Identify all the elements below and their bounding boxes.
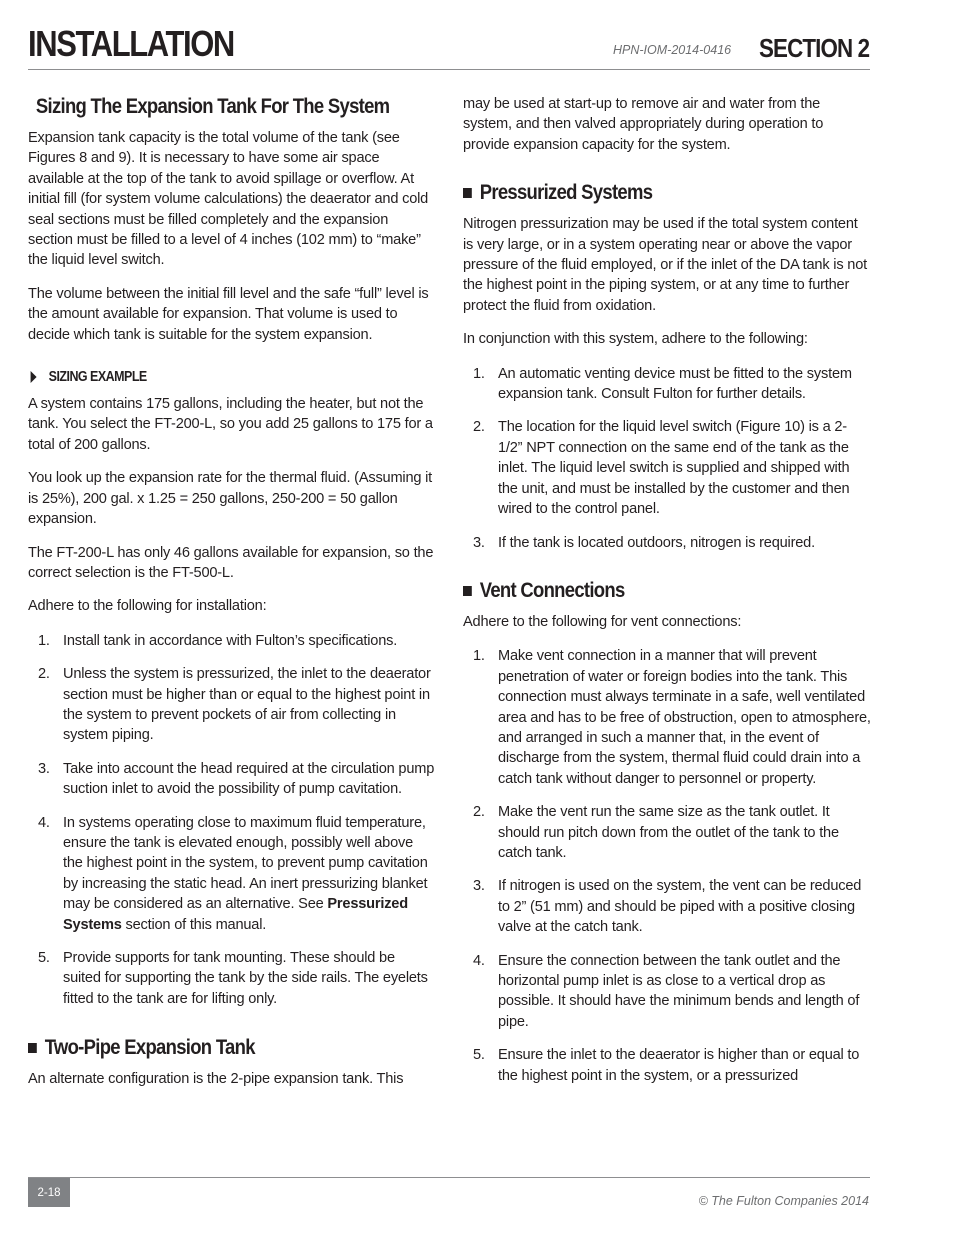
sizing-paragraph-2: The volume between the initial fill level and the safe “full” level is the amount available for expansion. That volume is used to decide which tank is suitable for the system expansion. bbox=[28, 285, 429, 343]
list-text: If nitrogen is used on the system, the vent can be reduced to 2” (51 mm) and should be piped with a positive closing valve at the catch tank. bbox=[498, 878, 862, 936]
list-item bbox=[463, 1045, 871, 1086]
list-item bbox=[463, 876, 871, 937]
list-text: The location for the liquid level switch (Figure 10) is a 2-1/2” NPT connection on the same end of the tank as the inlet. The liquid level switch is supplied and shipped with the unit, and must be installed by the customer and then wired to the control panel. bbox=[498, 419, 850, 518]
two-pipe-paragraph: An alternate configuration is the 2-pipe expansion tank. This bbox=[28, 1071, 404, 1088]
list-item bbox=[28, 813, 436, 935]
footer-divider bbox=[28, 1177, 870, 1178]
list-item bbox=[28, 631, 436, 651]
list-item bbox=[463, 417, 871, 519]
square-bullet-icon bbox=[28, 1043, 37, 1053]
list-text: Take into account the head required at the circulation pump suction inlet to avoid the possibility of pump cavitation. bbox=[63, 760, 435, 798]
list-text: Provide supports for tank mounting. These should be suited for supporting the tank by the side rails. The eyelets fitted to the tank are for lifting only. bbox=[63, 950, 428, 1007]
square-bullet-icon bbox=[463, 188, 472, 198]
list-text: Install tank in accordance with Fulton’s specifications. bbox=[63, 632, 398, 649]
list-item bbox=[28, 664, 436, 746]
right-column bbox=[463, 94, 871, 1086]
list-number: 5. bbox=[38, 950, 50, 966]
vent-list bbox=[463, 646, 871, 1086]
list-text: If the tank is located outdoors, nitrogen is required. bbox=[498, 534, 815, 551]
list-number: 2. bbox=[473, 804, 485, 821]
list-item bbox=[28, 759, 436, 800]
sizing-heading-text: Sizing The Expansion Tank For The System bbox=[35, 95, 390, 118]
list-text: Make the vent run the same size as the tank outlet. It should run pitch down from the outlet of the tank to the catch tank. bbox=[498, 804, 839, 861]
list-text: Unless the system is pressurized, the inlet to the deaerator section must be higher than or equal to the highest point in the system to prevent pockets of air from collecting in system piping. bbox=[63, 666, 431, 744]
list-number: 4. bbox=[473, 952, 485, 969]
sizing-example-heading-text: SIZING EXAMPLE bbox=[48, 369, 147, 386]
list-item bbox=[463, 802, 871, 863]
list-item bbox=[463, 533, 871, 553]
list-text bbox=[63, 813, 436, 935]
pressurized-heading bbox=[463, 180, 822, 206]
list-text: Ensure the connection between the tank outlet and the horizontal pump inlet is as close to a vertical drop as possible. It should have the minimum bends and length of pipe. bbox=[498, 952, 860, 1030]
example-paragraph-3: The FT-200-L has only 46 gallons available for expansion, so the correct selection is the FT-500-L. bbox=[28, 544, 434, 581]
list-text: Make vent connection in a manner that will prevent penetration of water or foreign bodies into the tank. This connection must always terminate in a safe, well ventilated area and has to be free of obstruction, open to atmosphere, and arranged in such a manner that, in the event of discharge from the system, thermal fluid could drain into a catch tank without danger to personnel or property. bbox=[498, 648, 871, 787]
list-number: 3. bbox=[38, 760, 50, 777]
list-number: 3. bbox=[473, 878, 485, 895]
list-number: 3. bbox=[473, 534, 485, 551]
sizing-heading bbox=[28, 94, 390, 120]
pressurized-heading-text: Pressurized Systems bbox=[479, 181, 653, 205]
section-label: SECTION 2 bbox=[758, 33, 869, 63]
copyright: © The Fulton Companies 2014 bbox=[698, 1194, 869, 1208]
left-column bbox=[28, 88, 436, 1090]
list-text: An automatic venting device must be fitted to the system expansion tank. Consult Fulton for further details. bbox=[498, 365, 852, 403]
sizing-example-heading bbox=[28, 369, 379, 385]
example-paragraph-2: You look up the expansion rate for the thermal fluid. (Assuming it is 25%), 200 gal. x 1.25 = 250 gallons, 250-200 = 50 gallon expansion. bbox=[28, 470, 433, 528]
list-number: 2. bbox=[38, 666, 50, 683]
list-item bbox=[463, 364, 871, 405]
pressurized-systems-reference: Pressurized Systems bbox=[63, 896, 408, 933]
list-number: 2. bbox=[473, 419, 485, 436]
page-title: INSTALLATION bbox=[28, 23, 234, 64]
list-number: 1. bbox=[38, 632, 50, 649]
document-number: HPN-IOM-2014-0416 bbox=[613, 43, 732, 57]
triangle-bullet-icon bbox=[31, 371, 37, 383]
two-pipe-heading bbox=[28, 1035, 387, 1061]
install-list bbox=[28, 631, 436, 1010]
pressurized-paragraph-1: Nitrogen pressurization may be used if the total system content is very large, or in a system operating near or above the vapor pressure of the fluid employed, or if the inlet of the DA tank is not the highest point in the piping system, or at any time to further protect the fluid from oxidation. bbox=[463, 216, 867, 314]
vent-heading bbox=[463, 578, 822, 604]
pressurized-list bbox=[463, 364, 871, 553]
continued-paragraph: may be used at start-up to remove air and water from the system, and then valved appropriately during operation to provide expansion capacity for the system. bbox=[463, 96, 824, 153]
vent-intro: Adhere to the following for vent connections: bbox=[463, 613, 742, 630]
list-text-part: In systems operating close to maximum fluid temperature, ensure the tank is elevated enough, possibly well above the highest point in the system, to prevent pump cavitation by increasing the static head. An inert pressurizing blanket may be considered as an alternative. See bbox=[63, 814, 428, 913]
list-number: 5. bbox=[473, 1047, 485, 1064]
list-item bbox=[28, 948, 436, 1009]
square-bullet-icon bbox=[463, 586, 472, 596]
list-text-part: section of this manual. bbox=[121, 916, 267, 933]
two-pipe-heading-text: Two-Pipe Expansion Tank bbox=[44, 1036, 255, 1060]
sizing-paragraph-1: Expansion tank capacity is the total volume of the tank (see Figures 8 and 9). It is necessary to have some air space available at the top of the tank to avoid spillage or overflow. At initial fill (for system volume calculations) the deaerator and cold seal sections must be filled completely and the expansion section must be filled to a level of 4 inches (102 mm) to “make” the liquid level switch. bbox=[28, 130, 429, 269]
header-divider bbox=[28, 69, 870, 70]
list-item bbox=[463, 646, 871, 789]
install-intro: Adhere to the following for installation: bbox=[28, 598, 267, 615]
list-number: 1. bbox=[473, 365, 485, 382]
list-number: 1. bbox=[473, 648, 485, 665]
vent-heading-text: Vent Connections bbox=[479, 578, 625, 602]
example-paragraph-1: A system contains 175 gallons, including the heater, but not the tank. You select the FT-200-L, so you add 25 gallons to 175 for a total of 200 gallons. bbox=[28, 396, 433, 453]
list-text: Ensure the inlet to the deaerator is higher than or equal to the highest point in the system, or a pressurized bbox=[498, 1047, 860, 1084]
pressurized-paragraph-2: In conjunction with this system, adhere to the following: bbox=[463, 331, 808, 348]
page-number: 2-18 bbox=[28, 1178, 70, 1207]
list-item bbox=[463, 951, 871, 1033]
list-number: 4. bbox=[38, 814, 50, 831]
